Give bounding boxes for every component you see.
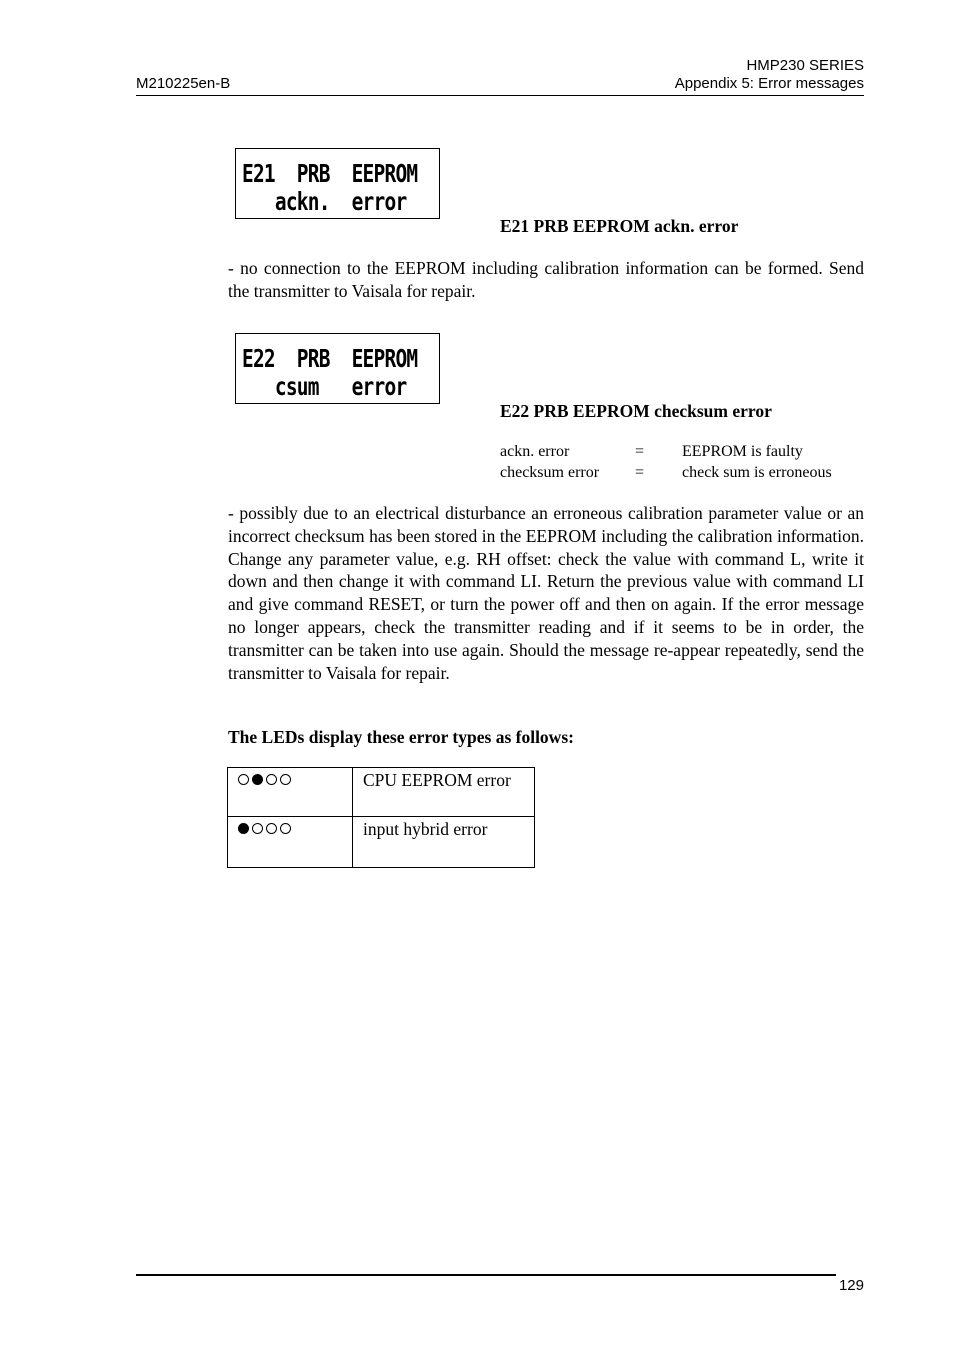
- led-table: [227, 767, 535, 868]
- led-pattern: [228, 768, 353, 817]
- doc-code: M210225en-B: [136, 75, 231, 92]
- lcd-line-2: csum error: [242, 372, 407, 401]
- led-heading: The LEDs display these error types as follows:: [228, 727, 574, 747]
- led-dots: [238, 823, 352, 834]
- header-right: [675, 57, 864, 93]
- led-off-icon: [266, 823, 277, 834]
- definition-term: ackn. error: [500, 443, 570, 460]
- led-off-icon: [280, 774, 291, 785]
- definition-term: checksum error: [500, 464, 600, 481]
- header-rule: [136, 95, 864, 96]
- caption-e22: E22 PRB EEPROM checksum error: [500, 401, 772, 421]
- lcd-display-e21: [235, 148, 440, 219]
- led-on-icon: [252, 774, 263, 785]
- definition-meaning: check sum is erroneous: [682, 464, 832, 481]
- lcd-display-e22: [235, 333, 440, 404]
- led-label: input hybrid error: [353, 817, 535, 868]
- led-on-icon: [238, 823, 249, 834]
- led-off-icon: [280, 823, 291, 834]
- lcd-line-1: E21 PRB EEPROM: [242, 159, 418, 188]
- led-dots: [238, 774, 352, 785]
- definition-meaning: EEPROM is faulty: [682, 443, 803, 460]
- page-number: 129: [838, 1277, 864, 1294]
- equals-sign: =: [635, 464, 645, 481]
- lcd-line-2: ackn. error: [242, 187, 407, 216]
- led-off-icon: [266, 774, 277, 785]
- description-e21: - no connection to the EEPROM including calibration information can be formed. Send the transmitter to Vaisala for repair.: [228, 258, 864, 301]
- caption-e21: E21 PRB EEPROM ackn. error: [500, 216, 739, 236]
- equals-sign: =: [635, 443, 645, 460]
- description-e22: - possibly due to an electrical disturbance an erroneous calibration parameter value or an incorrect checksum has been stored in the EEPROM including the calibration information. Change any parameter value, e.g. RH offset: check the value with command L, write it down and then change it with command LI. Return the previous value with command LI and give command RESET, or turn the power off and then on again. If the error message no longer appears, check the transmitter reading and if it seems to be in order, the transmitter can be taken into use again. Should the message re-appear repeatedly, send the transmitter to Vaisala for repair.: [228, 503, 864, 683]
- led-pattern: [228, 817, 353, 868]
- table-row: [228, 817, 535, 868]
- footer-rule: [136, 1274, 836, 1276]
- led-off-icon: [238, 774, 249, 785]
- led-label: CPU EEPROM error: [353, 768, 535, 817]
- section-title: Appendix 5: Error messages: [674, 75, 864, 92]
- lcd-line-1: E22 PRB EEPROM: [242, 344, 418, 373]
- table-row: [228, 768, 535, 817]
- led-off-icon: [252, 823, 263, 834]
- series-title: HMP230 SERIES: [746, 57, 864, 74]
